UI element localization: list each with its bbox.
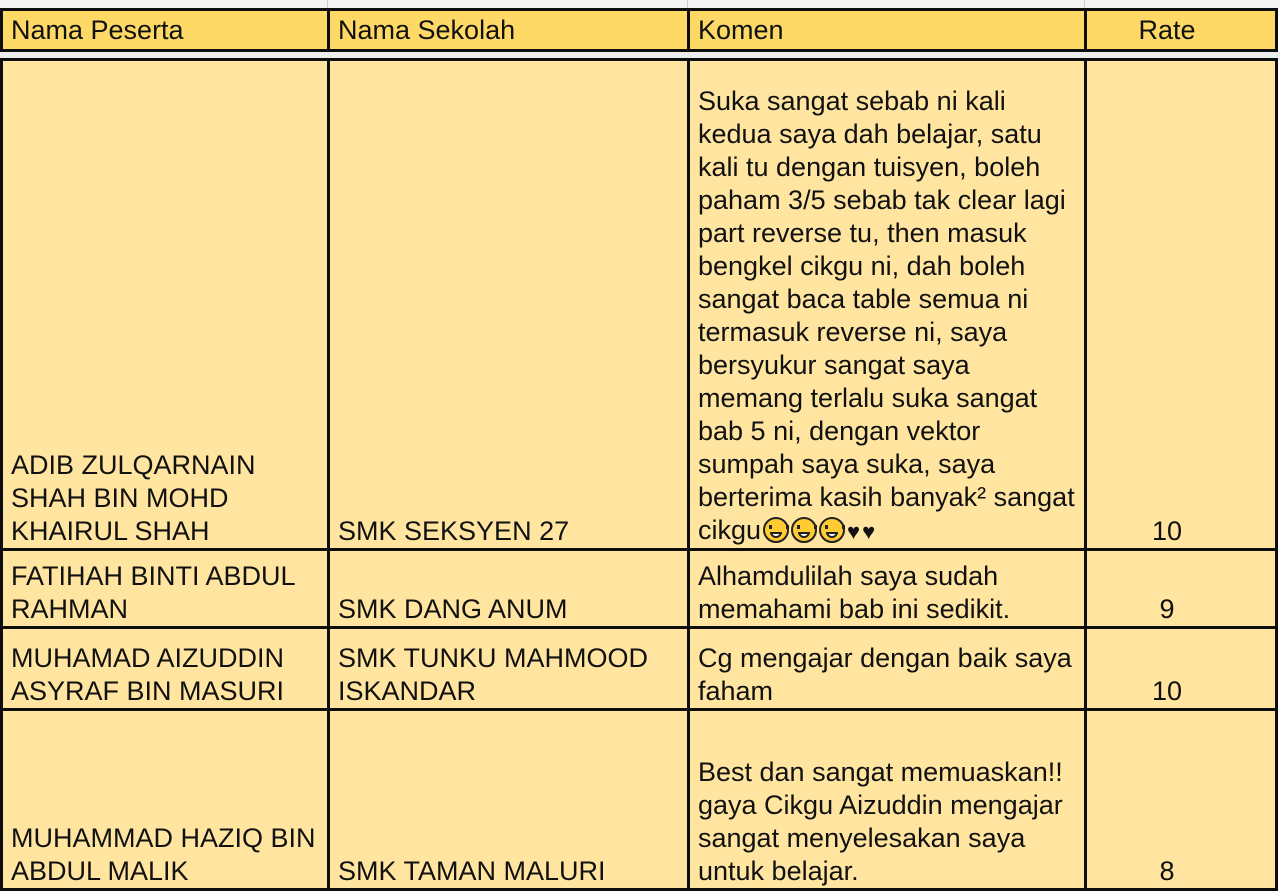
cell-rate[interactable]: 8 (1086, 710, 1277, 890)
cell-comment[interactable] (689, 60, 1086, 550)
table-row (2, 710, 1277, 890)
cell-school-name[interactable]: SMK TAMAN MALURI (329, 710, 689, 890)
cell-comment[interactable]: Best dan sangat memuaskan!! gaya Cikgu Aizuddin mengajar sangat menyelesakan saya untuk belajar. (689, 710, 1086, 890)
cell-rate[interactable]: 10 (1086, 60, 1277, 550)
heart-icon: ♥ (862, 519, 876, 544)
header-cell-rate[interactable]: Rate (1086, 10, 1277, 51)
laughing-face-icon (791, 517, 817, 543)
cell-comment[interactable]: Cg mengajar dengan baik saya faham (689, 628, 1086, 710)
cell-rate[interactable]: 9 (1086, 550, 1277, 628)
cell-rate[interactable]: 10 (1086, 628, 1277, 710)
table-row (2, 60, 1277, 550)
comment-text: Suka sangat sebab ni kali kedua saya dah belajar, satu kali tu dengan tuisyen, boleh paham 3/5 sebab tak clear lagi part reverse tu, then masuk bengkel cikgu ni, dah boleh sangat baca table semua ni termasuk reverse ni, saya bersyukur sangat saya memang terlalu suka sangat bab 5 ni, dengan vektor sumpah saya suka, saya berterima kasih banyak² sangat cikgu (698, 86, 1075, 545)
header-row (2, 10, 1277, 51)
table-row (2, 550, 1277, 628)
header-row-table (0, 8, 1278, 52)
column-header-strip (0, 0, 1280, 8)
cell-participant-name[interactable]: ADIB ZULQARNAIN SHAH BIN MOHD KHAIRUL SHAH (2, 60, 329, 550)
cell-school-name[interactable]: SMK TUNKU MAHMOOD ISKANDAR (329, 628, 689, 710)
laughing-face-icon (763, 517, 789, 543)
cell-participant-name[interactable]: MUHAMAD AIZUDDIN ASYRAF BIN MASURI (2, 628, 329, 710)
laughing-face-icon (819, 517, 845, 543)
cell-participant-name[interactable]: MUHAMMAD HAZIQ BIN ABDUL MALIK (2, 710, 329, 890)
heart-icon: ♥ (847, 519, 861, 544)
cell-comment[interactable]: Alhamdulilah saya sudah memahami bab ini sedikit. (689, 550, 1086, 628)
header-cell-komen[interactable]: Komen (689, 10, 1086, 51)
cell-participant-name[interactable]: FATIHAH BINTI ABDUL RAHMAN (2, 550, 329, 628)
table-row (2, 628, 1277, 710)
cell-school-name[interactable]: SMK SEKSYEN 27 (329, 60, 689, 550)
header-cell-nama-sekolah[interactable]: Nama Sekolah (329, 10, 689, 51)
feedback-table (0, 58, 1278, 891)
header-cell-nama-peserta[interactable]: Nama Peserta (2, 10, 329, 51)
cell-school-name[interactable]: SMK DANG ANUM (329, 550, 689, 628)
